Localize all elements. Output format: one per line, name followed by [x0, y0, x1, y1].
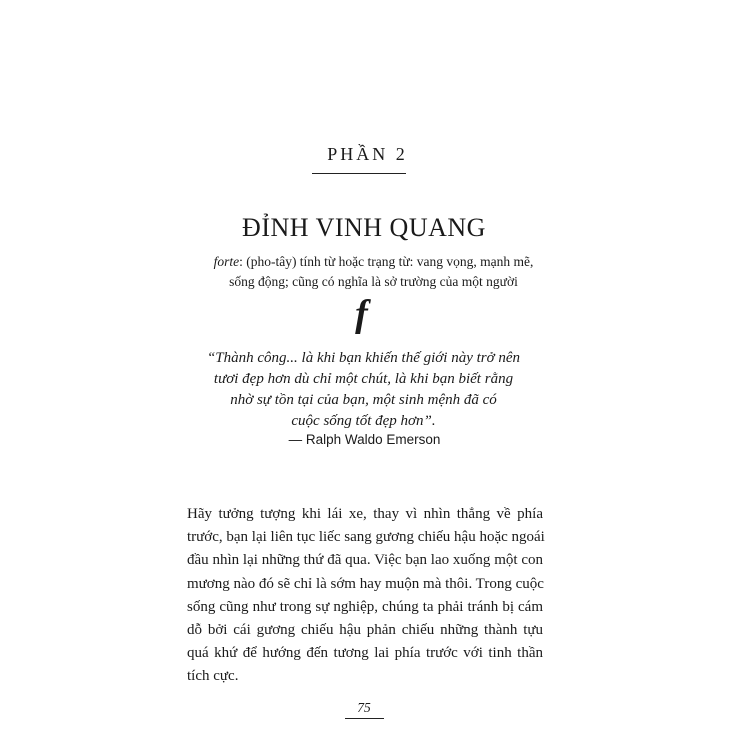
epigraph-quote: [0, 348, 727, 432]
body-paragraph: [187, 503, 543, 689]
body-line: đầu nhìn lại những thứ đã qua. Việc bạn lao xuống một con: [187, 552, 543, 569]
page-number-divider: [345, 718, 384, 719]
definition-term: forte: [213, 254, 240, 269]
body-line: mương nào đó sẽ chỉ là sớm hay muộn mà thôi. Trong cuộc: [187, 575, 544, 592]
body-line: trước, bạn lại liên tục liếc sang gương chiếu hậu hoặc ngoái: [187, 529, 545, 546]
quote-attribution: — Ralph Waldo Emerson: [288, 432, 441, 447]
quote-line: cuộc sống tốt đẹp hơn”.: [291, 413, 436, 429]
definition-block: [0, 252, 747, 292]
definition-line-1: [214, 254, 534, 269]
forte-symbol: f: [355, 293, 368, 335]
part-label: PHẦN 2: [327, 144, 408, 164]
body-line: dỗ bởi cái gương chiếu hậu phản chiếu những thành tựu: [187, 622, 543, 639]
part-divider: [312, 173, 406, 174]
definition-line-2: sống động; cũng có nghĩa là sở trường của một người: [229, 274, 518, 289]
body-line: quá khứ để hướng đến tương lai phía trước với tinh thần: [187, 645, 543, 662]
chapter-title: ĐỈNH VINH QUANG: [242, 213, 486, 243]
quote-line: “Thành công... là khi bạn khiến thế giới này trở nên: [206, 350, 521, 366]
definition-line-1-text: : (pho-tây) tính từ hoặc trạng từ: vang vọng, mạnh mẽ,: [239, 254, 534, 269]
quote-line: nhờ sự tồn tại của bạn, một sinh mệnh đã có: [230, 392, 497, 408]
quote-line: tươi đẹp hơn dù chỉ một chút, là khi bạn biết rằng: [213, 371, 514, 387]
body-line: tích cực.: [187, 668, 239, 685]
body-line: Hãy tưởng tượng khi lái xe, thay vì nhìn thẳng về phía: [187, 506, 543, 522]
page-number: 75: [357, 700, 371, 715]
body-line: sống cũng như trong sự nghiệp, chúng ta phải tránh bị cám: [187, 598, 543, 615]
